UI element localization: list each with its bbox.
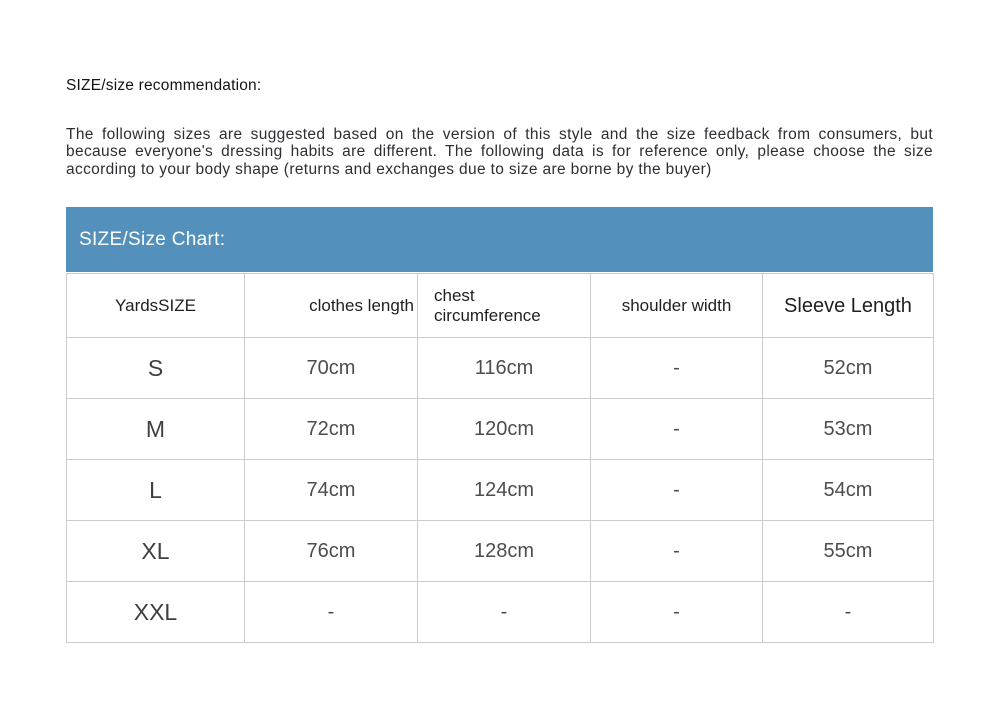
size-chart-row xyxy=(67,521,934,582)
chest-circumference-cell: 116cm xyxy=(418,338,591,399)
chest-circumference-cell: - xyxy=(418,582,591,643)
size-value-cell: S xyxy=(67,338,245,399)
size-value-cell: XXL xyxy=(67,582,245,643)
shoulder-width-cell: - xyxy=(591,399,763,460)
size-chart-row xyxy=(67,399,934,460)
column-header-size: YardsSIZE xyxy=(67,274,245,338)
clothes-length-cell: 76cm xyxy=(245,521,418,582)
shoulder-width-cell: - xyxy=(591,460,763,521)
shoulder-width-cell: - xyxy=(591,582,763,643)
size-chart-row xyxy=(67,582,934,643)
size-chart-header-row xyxy=(67,274,934,338)
clothes-length-cell: 70cm xyxy=(245,338,418,399)
clothes-length-cell: - xyxy=(245,582,418,643)
size-chart-row xyxy=(67,338,934,399)
sleeve-length-cell: - xyxy=(763,582,934,643)
sleeve-length-cell: 53cm xyxy=(763,399,934,460)
sleeve-length-cell: 55cm xyxy=(763,521,934,582)
size-guide-content xyxy=(66,0,933,643)
size-chart-banner xyxy=(66,207,933,272)
size-recommendation-description: The following sizes are suggested based on the version of this style and the size feedback from consumers, but because everyone's dressing habits are different. The following data is for reference only, please choose the size according to your body shape (returns and exchanges due to size are borne by the buyer) xyxy=(66,126,933,178)
column-header-chest-circumference: chest circumference xyxy=(418,274,591,338)
sleeve-length-cell: 54cm xyxy=(763,460,934,521)
sleeve-length-cell: 52cm xyxy=(763,338,934,399)
clothes-length-cell: 74cm xyxy=(245,460,418,521)
size-chart-row xyxy=(67,460,934,521)
shoulder-width-cell: - xyxy=(591,338,763,399)
column-header-clothes-length: clothes length xyxy=(245,274,418,338)
size-chart-banner-title: SIZE/Size Chart: xyxy=(79,228,226,250)
column-header-shoulder-width: shoulder width xyxy=(591,274,763,338)
shoulder-width-cell: - xyxy=(591,521,763,582)
size-chart-table xyxy=(66,273,934,643)
clothes-length-cell: 72cm xyxy=(245,399,418,460)
chest-circumference-cell: 124cm xyxy=(418,460,591,521)
column-header-sleeve-length: Sleeve Length xyxy=(763,274,934,338)
size-value-cell: M xyxy=(67,399,245,460)
size-recommendation-heading: SIZE/size recommendation: xyxy=(66,77,262,94)
size-value-cell: L xyxy=(67,460,245,521)
size-value-cell: XL xyxy=(67,521,245,582)
chest-circumference-cell: 128cm xyxy=(418,521,591,582)
chest-circumference-cell: 120cm xyxy=(418,399,591,460)
